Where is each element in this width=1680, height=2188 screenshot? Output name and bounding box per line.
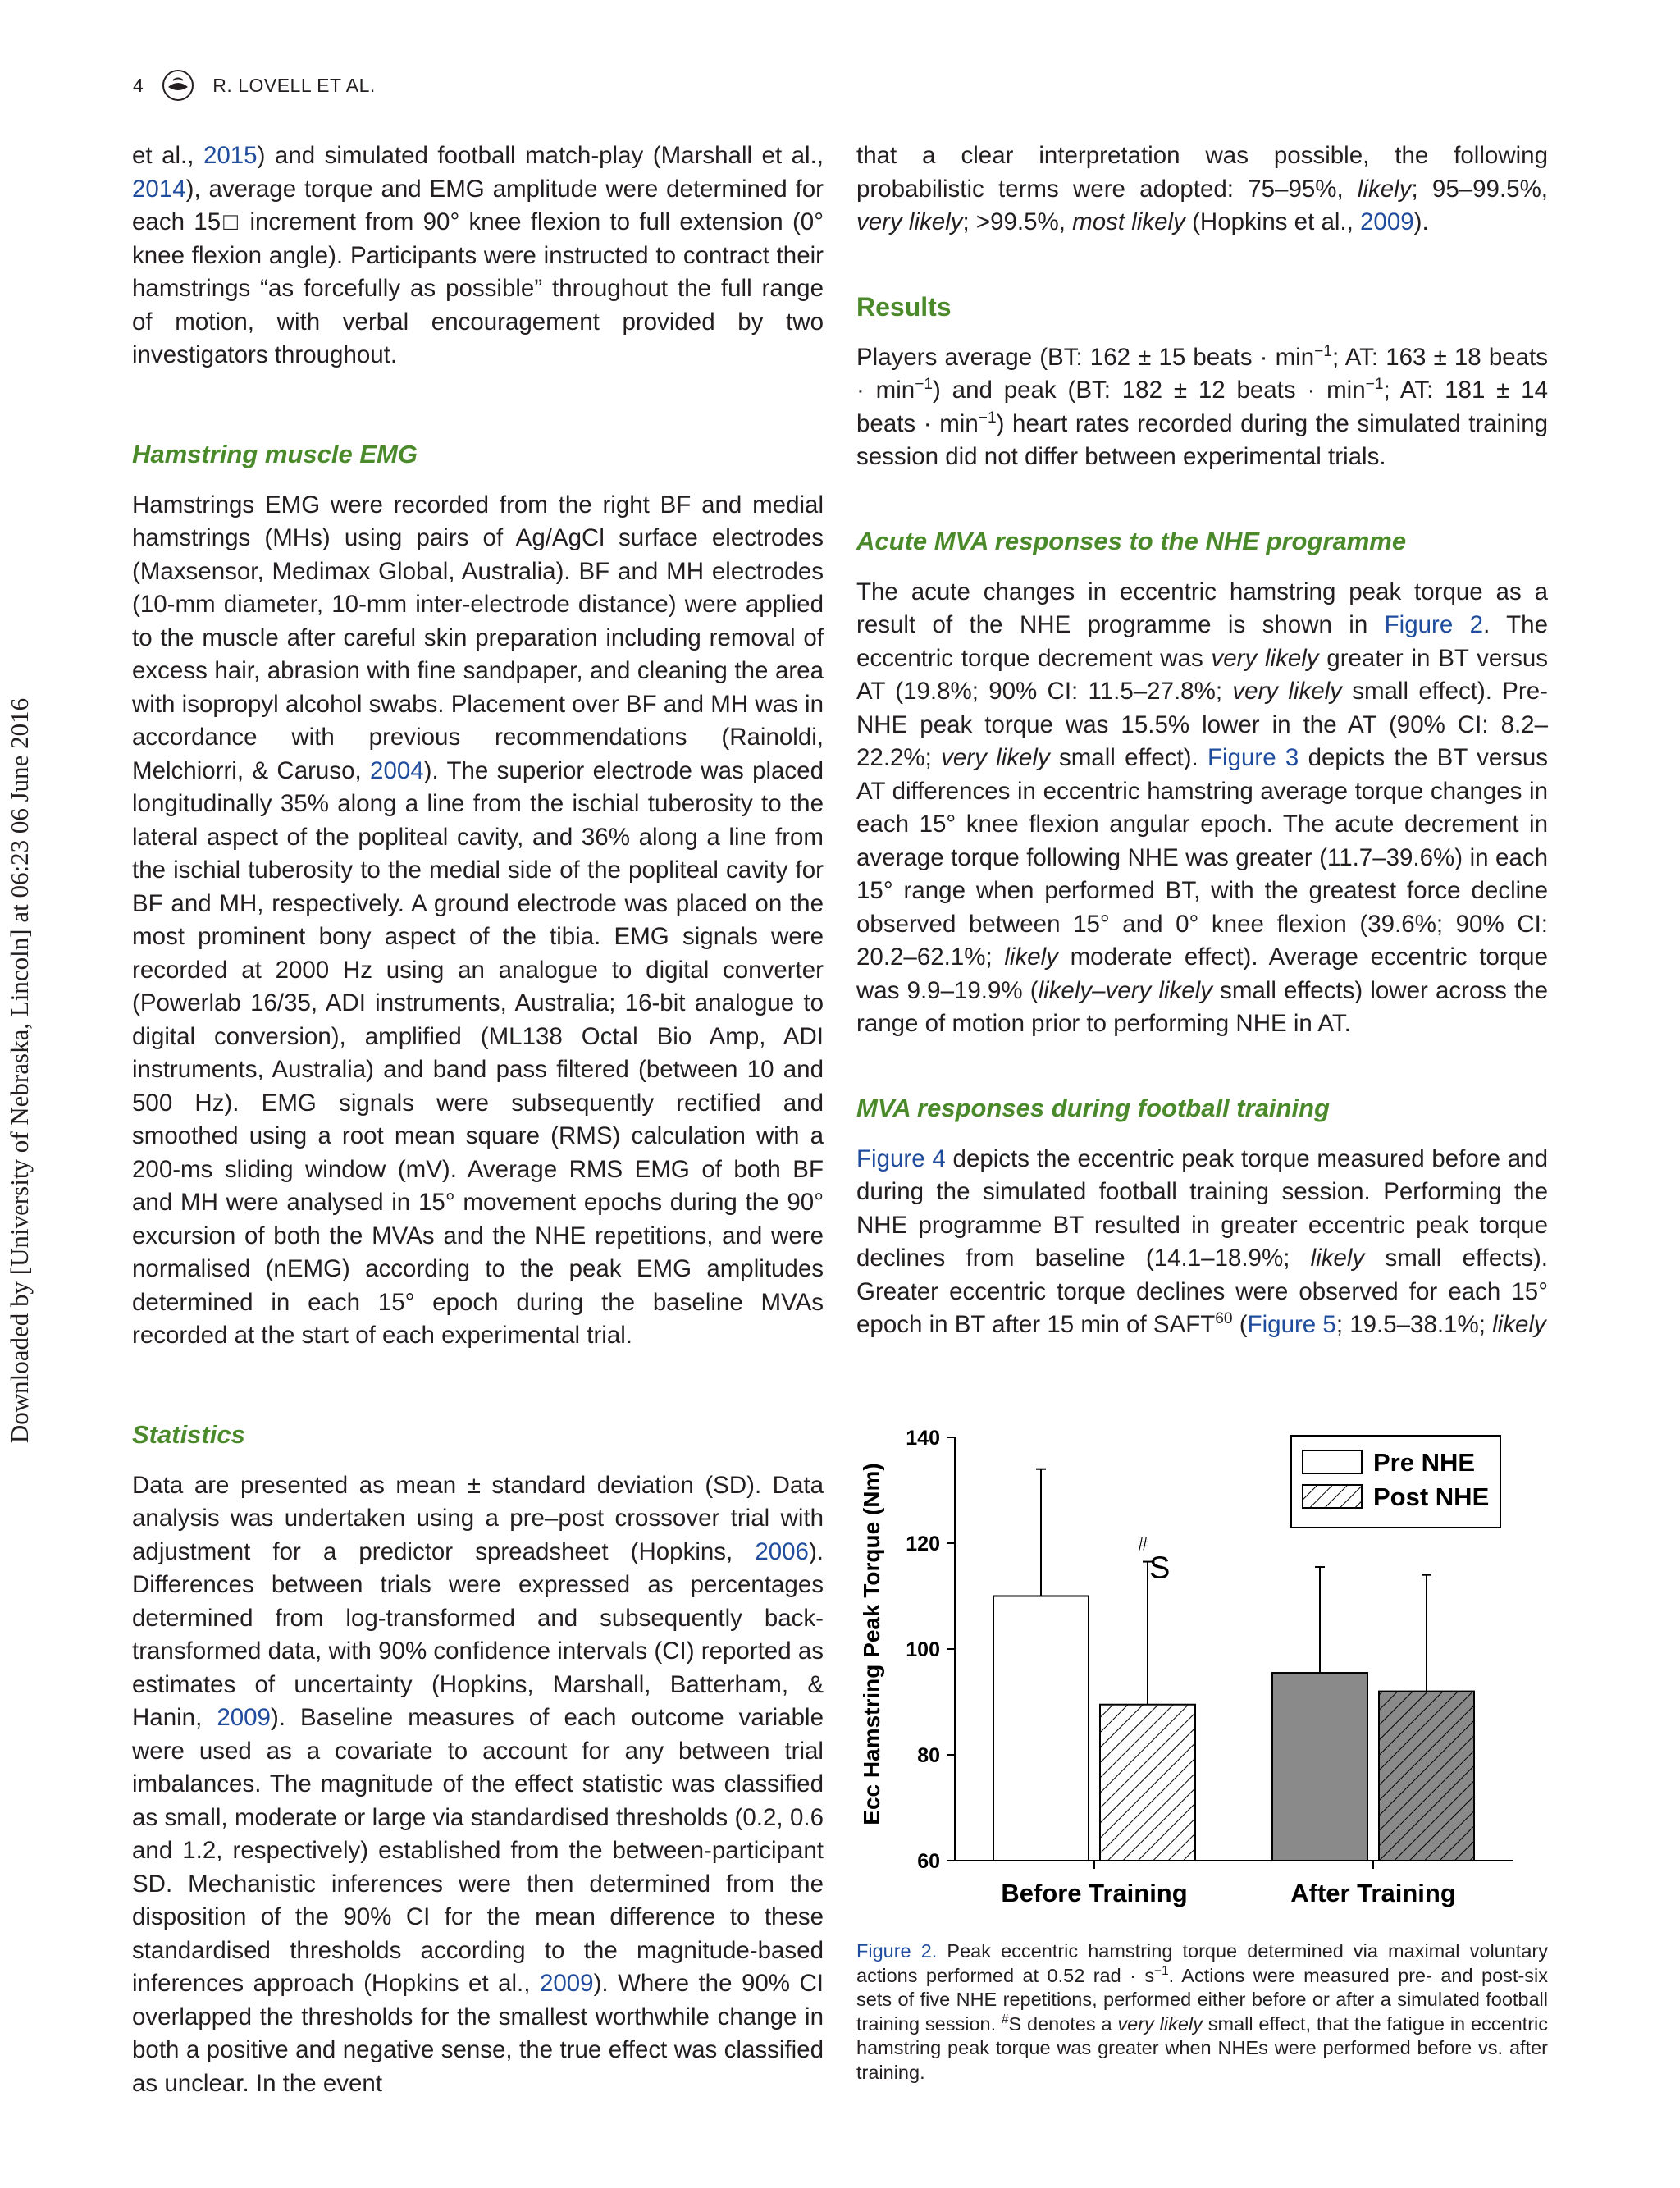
bar: [1100, 1705, 1195, 1861]
page-number: 4: [133, 74, 144, 96]
figure-link[interactable]: Figure 3: [1208, 744, 1299, 771]
paragraph-probabilistic: that a clear interpretation was possible, the following probabilistic terms were adopted: 75–95%, likely; 95–99.5%, very likely; >99.5%, most likely (Hopkins et al., 2009).: [856, 142, 1548, 235]
citation-link[interactable]: 2015: [203, 142, 258, 169]
running-head-authors: R. LOVELL ET AL.: [212, 74, 376, 96]
paragraph-emg: Hamstrings EMG were recorded from the right BF and medial hamstrings (MHs) using pairs of Ag/AgCl surface electrodes (Maxsensor, Medimax Global, Australia). BF and MH electrodes (10-mm diameter, 10-mm inter-electrode distance) were applied to the muscle after careful skin preparation including removal of excess hair, abrasion with fine sandpaper, and cleaning the area with isopropyl alcohol swabs. Placement over BF and MH was in accordance with previous recommendations (Rainoldi, Melchiorri, & Caruso, 2004). The superior electrode was placed longitudinally 35% along a line from the ischial tuberosity to the lateral aspect of the popliteal cavity, and 36% along a line from the ischial tuberosity to the medial side of the popliteal cavity for BF and MH, respectively. A ground electrode was placed on the most prominent bony aspect of the tibia. EMG signals were recorded at 2000 Hz using an analogue to digital converter (Powerlab 16/35, ADI instruments, Australia; 16-bit analogue to digital conversion), amplified (ML138 Octal Bio Amp, ADI instruments, Australia) and band pass filtered (between 10 and 500 Hz). EMG signals were subsequently rectified and smoothed using a root mean square (RMS) calculation with a 200-ms sliding window (mV). Average RMS EMG of both BF and MH were analysed in 15° movement epochs during the 90° excursion of both the MVAs and the NHE repetitions, and were normalised (nEMG) according to the peak EMG amplitudes determined in each 15° epoch during the baseline MVAs recorded at the start of each experimental trial.: [132, 491, 824, 1349]
y-tick-label: 60: [917, 1850, 940, 1873]
y-tick-label: 100: [906, 1638, 940, 1661]
citation-link[interactable]: 2009: [1360, 208, 1414, 235]
x-category-label: After Training: [1290, 1879, 1456, 1907]
citation-link[interactable]: 2014: [132, 175, 186, 203]
citation-link[interactable]: 2004: [370, 756, 424, 784]
heading-hamstring-emg: Hamstring muscle EMG: [132, 439, 418, 468]
torque-bar-chart: [856, 1418, 1548, 1926]
figure-2: [856, 1418, 1548, 1907]
y-axis-label: Ecc Hamstring Peak Torque (Nm): [859, 1463, 884, 1825]
figure-link[interactable]: Figure 4: [856, 1144, 946, 1172]
legend-label: Post NHE: [1373, 1482, 1490, 1511]
figure-link[interactable]: Figure 2: [1384, 611, 1484, 638]
figure-link[interactable]: Figure 5: [1247, 1311, 1336, 1338]
download-sidebar: [0, 0, 39, 2188]
annotation-label: S: [1149, 1551, 1171, 1586]
heading-acute-mva: Acute MVA responses to the NHE programme: [856, 526, 1407, 555]
paragraph-mva: Figure 4 depicts the eccentric peak torque measured before and during the simulated football training session. Performing the NHE programme BT resulted in greater eccentric peak torque declines from baseline (14.1–18.9%; likely small effects). Greater eccentric torque declines were observed for each 15° epoch in BT after 15 min of SAFT$^{60}$ (Figure 5; 19.5–38.1%; likely: [856, 1144, 1548, 1338]
heading-mva-training: MVA responses during football training: [856, 1093, 1330, 1122]
right-column: [856, 139, 1548, 1342]
bar: [1272, 1673, 1367, 1861]
running-head: [133, 69, 376, 102]
legend-swatch: [1303, 1485, 1362, 1508]
heading-results: Results: [856, 291, 952, 322]
y-tick-label: 140: [906, 1427, 940, 1450]
bar: [1379, 1692, 1474, 1861]
download-notice: Downloaded by [University of Nebraska, Lincoln] at 06:23 06 June 2016: [5, 697, 34, 1444]
paragraph-results: Players average (BT: 162 ± 15 beats · $\min^{-1}$; AT: 163 ± 18 beats · $\min^{-1}$) and peak (BT: 182 ± 12 beats · $\min^{-1}$; AT: 181 ± 14 beats · $\min^{-1}$) heart rates recorded during the simulated training session did not differ between experimental trials.: [856, 342, 1549, 470]
paragraph-statistics: Data are presented as mean ± standard deviation (SD). Data analysis was undertaken using a pre–post crossover trial with adjustment for a predictor spreadsheet (Hopkins, 2006). Differences between trials were expressed as percentages determined from log-transformed and subsequently back-transformed data, with 90% confidence intervals (CI) reported as estimates of uncertainty (Hopkins, Marshall, Batterham, & Hanin, 2009). Baseline measures of each outcome variable were used as a covariate to account for any between trial imbalances. The magnitude of the effect statistic was classified as small, moderate or large via standardised thresholds (0.2, 0.6 and 1.2, respectively) established from the between-participant SD. Mechanistic inferences were then determined from the disposition of the 90% CI for the mean difference to these standardised thresholds according to the magnitude-based inferences approach (Hopkins et al., 2009). Where the 90% CI overlapped the thresholds for the smallest worthwhile change in both a positive and negative sense, the true effect was classified as unclear. In the event: [132, 1471, 824, 2097]
paragraph-method-cont: et al., 2015) and simulated football match-play (Marshall et al., 2014), average torque and EMG amplitude were determined for each 15□ increment from 90° knee flexion to full extension (0° knee flexion angle). Participants were instructed to contract their hamstrings “as forcefully as possible” throughout the full range of motion, with verbal encouragement provided by two investigators throughout.: [132, 142, 824, 368]
caption-label: Figure 2.: [856, 1940, 938, 1962]
annotation-sup: #: [1138, 1533, 1148, 1555]
citation-link[interactable]: 2006: [755, 1537, 809, 1565]
legend-swatch: [1303, 1450, 1362, 1473]
figure-caption: Figure 2. Peak eccentric hamstring torque determined via maximal voluntary actions performed at 0.52 rad · $s^{-1}$. Actions were measured pre- and post-six sets of five NHE repetitions, performed either before or after a simulated football training session. #S denotes a very likely small effect, that the fatigue in eccentric hamstring peak torque was greater when NHEs were performed before vs. after training.: [856, 1940, 1548, 2083]
y-tick-label: 80: [917, 1744, 940, 1767]
y-tick-label: 120: [906, 1533, 940, 1555]
bar: [993, 1596, 1089, 1861]
citation-link[interactable]: 2009: [539, 1970, 594, 1997]
legend-label: Pre NHE: [1373, 1448, 1476, 1477]
paragraph-acute: The acute changes in eccentric hamstring peak torque as a result of the NHE programme is shown in Figure 2. The eccentric torque decrement was very likely greater in BT versus AT (19.8%; 90% CI: 11.5–27.8%; very likely small effect). Pre-NHE peak torque was 15.5% lower in the AT (90% CI: 8.2–22.2%; very likely small effect). Figure 3 depicts the BT versus AT differences in eccentric hamstring average torque changes in each 15° knee flexion angular epoch. The acute decrement in average torque following NHE was greater (11.7–39.6%) in each 15° range when performed BT, with the greatest force decline observed between 15° and 0° knee flexion (39.6%; 90% CI: 20.2–62.1%; likely moderate effect). Average eccentric torque was 9.9–19.9% (likely–very likely small effects) lower across the range of motion prior to performing NHE in AT.: [856, 578, 1548, 1037]
citation-link[interactable]: 2009: [217, 1704, 271, 1731]
journal-logo-icon: [162, 69, 194, 102]
x-category-label: Before Training: [1001, 1879, 1188, 1907]
left-column: [132, 139, 824, 2100]
heading-statistics: Statistics: [132, 1419, 245, 1449]
